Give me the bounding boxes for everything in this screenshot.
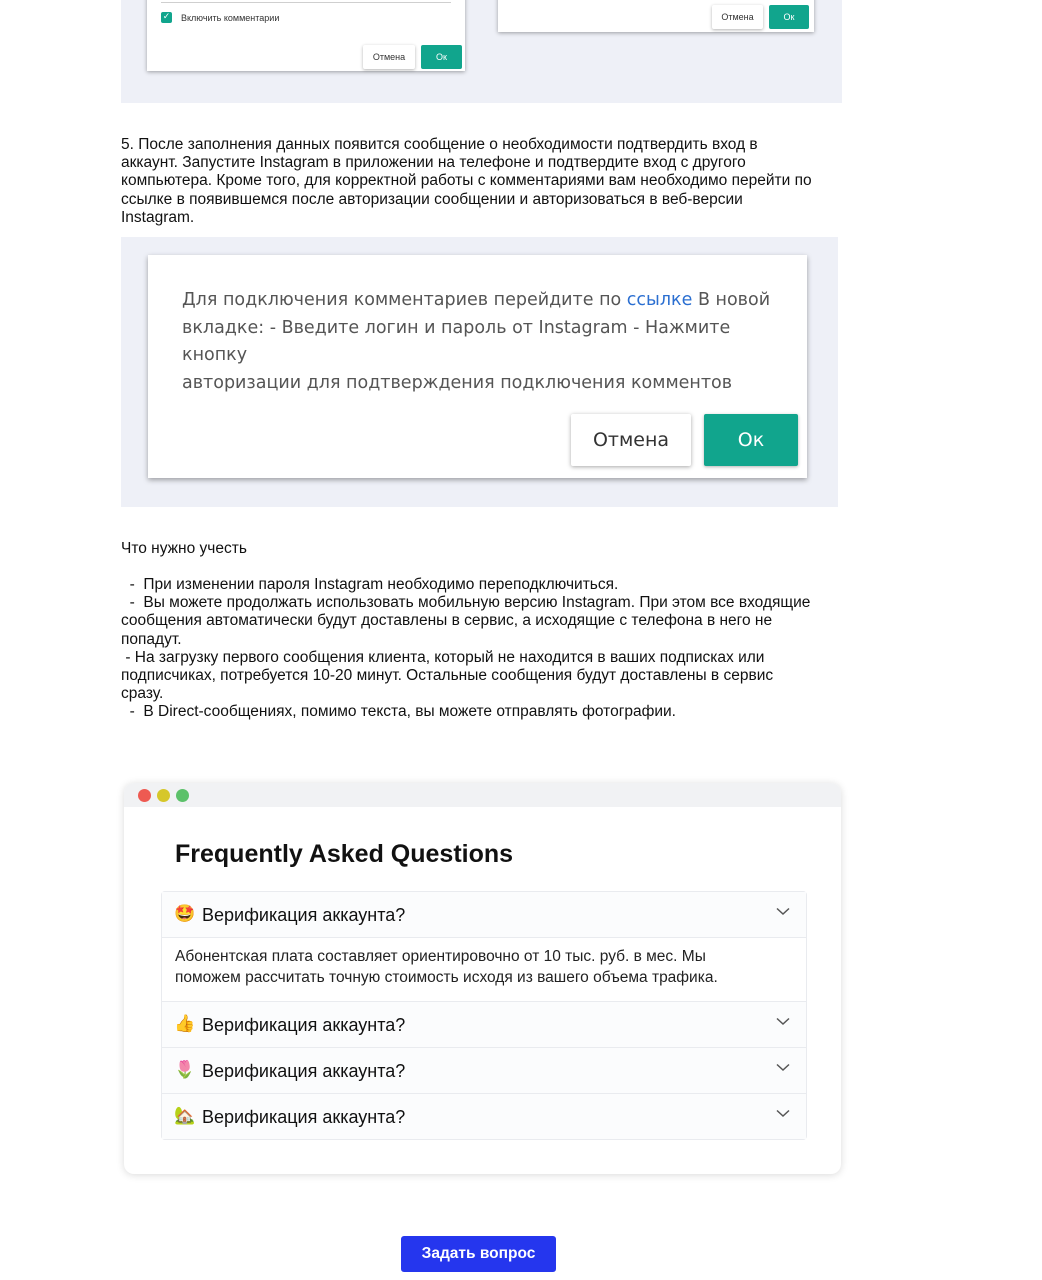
thumbs-up-icon: 👍	[174, 1014, 196, 1034]
auth-dialog	[148, 255, 807, 478]
star-struck-icon: 🤩	[174, 904, 196, 924]
note-line: сразу.	[121, 685, 164, 703]
chevron-down-icon[interactable]	[776, 1017, 790, 1026]
ok-button[interactable]: Ок	[421, 45, 462, 69]
faq-question: Верификация аккаунта?	[202, 905, 406, 925]
step-5-paragraph	[121, 136, 841, 227]
checkbox-checked-icon[interactable]: ✓	[162, 12, 171, 22]
divider	[161, 2, 451, 3]
ask-question-button[interactable]: Задать вопрос	[401, 1236, 556, 1272]
note-line: - Вы можете продолжать использовать мобильную версию Instagram. При этом все входящие	[121, 594, 811, 612]
note-line: - В Direct-сообщениях, помимо текста, вы можете отправлять фотографии.	[121, 703, 676, 721]
faq-item	[162, 1047, 806, 1093]
house-icon: 🏡	[174, 1106, 196, 1126]
close-dot-icon[interactable]	[138, 789, 151, 802]
faq-item	[162, 892, 806, 1001]
faq-question-row[interactable]	[162, 1048, 806, 1093]
note-line: подписчиках, потребуется 10-20 минут. Остальные сообщения будут доставлены в сервис	[121, 667, 774, 685]
ok-button[interactable]: Ок	[769, 5, 809, 29]
faq-question: Верификация аккаунта?	[202, 1107, 406, 1127]
message-text: авторизации для подтверждения подключения комментов	[182, 372, 733, 393]
paragraph-line: ссылке в появившемся после авторизации сообщении и авторизоваться в веб-версии	[121, 190, 743, 208]
cancel-button[interactable]: Отмена	[363, 45, 415, 69]
answer-line: Абонентская плата составляет ориентировочно от 10 тыс. руб. в мес. Мы	[175, 948, 706, 965]
tulip-icon: 🌷	[174, 1060, 196, 1080]
faq-item	[162, 1001, 806, 1047]
message-text: вкладке: - Введите логин и пароль от Instagram - Нажмите кнопку	[182, 317, 731, 365]
maximize-dot-icon[interactable]	[176, 789, 189, 802]
minimize-dot-icon[interactable]	[157, 789, 170, 802]
faq-item	[162, 1093, 806, 1139]
faq-window	[124, 783, 841, 1174]
faq-answer	[162, 937, 806, 1001]
checkbox-label: Включить комментарии	[181, 13, 280, 23]
paragraph-line: 5. После заполнения данных появится сообщение о необходимости подтвердить вход в	[121, 136, 758, 153]
paragraph-line: компьютера. Кроме того, для корректной работы с комментариями вам необходимо перейти по	[121, 172, 812, 190]
cancel-button[interactable]: Отмена	[571, 414, 691, 466]
cancel-button[interactable]: Отмена	[712, 5, 763, 29]
note-line: - При изменении пароля Instagram необходимо переподключиться.	[121, 576, 619, 593]
dialog-message	[182, 287, 782, 397]
faq-list	[161, 891, 807, 1140]
paragraph-line: Instagram.	[121, 208, 195, 226]
chevron-down-icon[interactable]	[776, 1063, 790, 1072]
chevron-down-icon[interactable]	[776, 1109, 790, 1118]
notes-list	[121, 576, 841, 722]
note-line: попадут.	[121, 630, 182, 648]
chevron-down-icon[interactable]	[776, 907, 790, 916]
auth-link[interactable]: ссылке	[626, 290, 693, 310]
settings-dialog-preview	[147, 0, 465, 71]
auth-dialog-screenshot	[121, 237, 838, 507]
answer-line: поможем рассчитать точную стоимость исходя из вашего объема трафика.	[175, 968, 718, 986]
faq-question-row[interactable]	[162, 1002, 806, 1047]
ok-button[interactable]: Ок	[704, 414, 798, 466]
paragraph-line: аккаунт. Запустите Instagram в приложении на телефоне и подтвердите вход с другого	[121, 154, 746, 172]
note-line: сообщения автоматически будут доставлены в сервис, а исходящие с телефона в него не	[121, 612, 773, 630]
message-text: В новой	[692, 290, 771, 310]
faq-title: Frequently Asked Questions	[175, 840, 514, 868]
faq-question-row[interactable]	[162, 892, 806, 937]
notes-heading: Что нужно учесть	[121, 540, 247, 557]
faq-question-row[interactable]	[162, 1094, 806, 1139]
faq-question: Верификация аккаунта?	[202, 1061, 406, 1081]
note-line: - На загрузку первого сообщения клиента, который не находится в ваших подписках или	[121, 648, 765, 666]
window-titlebar	[124, 783, 841, 807]
message-text: Для подключения комментариев перейдите по	[182, 290, 627, 310]
faq-question: Верификация аккаунта?	[202, 1015, 406, 1035]
second-dialog-preview	[498, 0, 814, 32]
top-screenshot	[121, 0, 842, 103]
